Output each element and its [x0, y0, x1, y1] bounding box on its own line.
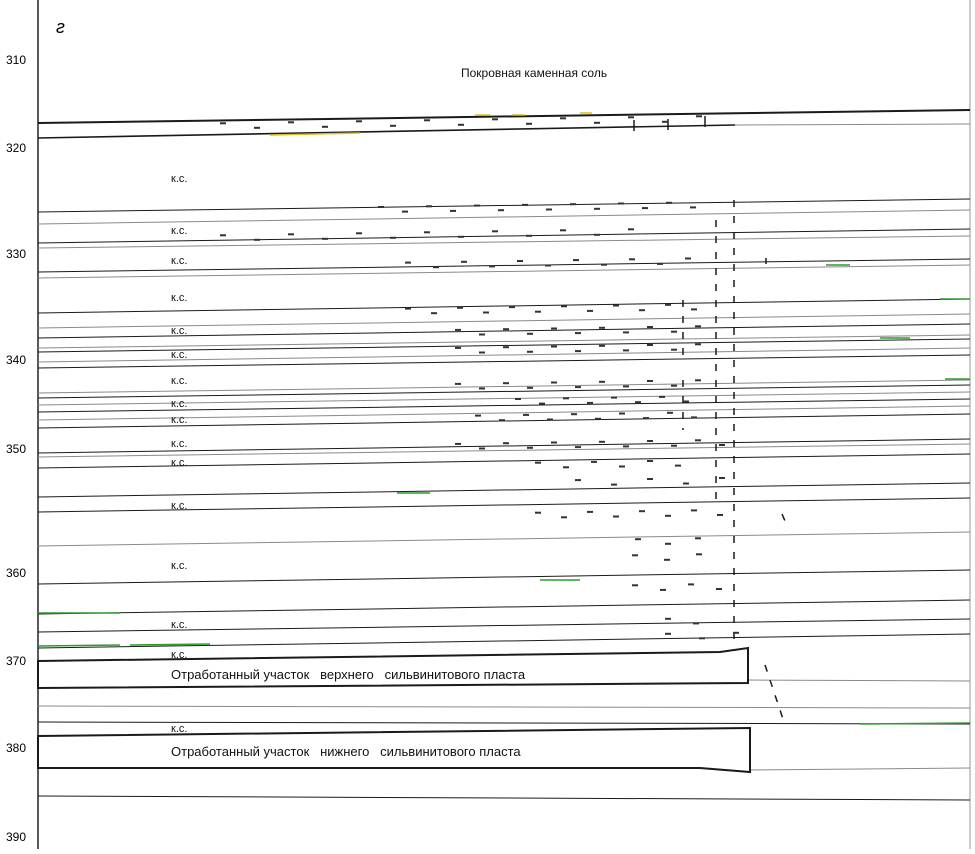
bedding-dash	[671, 445, 677, 447]
layer-boundary	[38, 634, 970, 648]
depth-tick-label: 380	[6, 741, 27, 755]
bedding-dash	[527, 351, 533, 353]
bedding-dash	[629, 258, 635, 260]
fracture-line	[765, 665, 785, 725]
bedding-dash	[551, 442, 557, 444]
layer-boundary	[38, 236, 970, 248]
bedding-dash	[618, 203, 624, 205]
bedding-dash	[719, 477, 725, 479]
bedding-dash	[643, 417, 649, 419]
bedding-dash	[587, 511, 593, 513]
depth-tick-label: 370	[6, 654, 27, 668]
rock-salt-label: к.с.	[171, 255, 188, 267]
bedding-dash	[699, 637, 705, 639]
bedding-dash	[551, 328, 557, 330]
bedding-dash	[683, 401, 689, 403]
rock-salt-label: к.с.	[171, 349, 188, 361]
bedding-dash	[717, 514, 723, 516]
bedding-dash	[599, 381, 605, 383]
green-accent	[38, 645, 120, 646]
bedding-dash	[587, 402, 593, 404]
bedding-dash	[716, 588, 722, 590]
bedding-dash	[546, 209, 552, 211]
bedding-dash	[599, 345, 605, 347]
bedding-dash	[458, 236, 464, 238]
rock-salt-label: к.с.	[171, 414, 188, 426]
depth-tick-label: 360	[6, 566, 27, 580]
bedding-dash	[509, 306, 515, 308]
cover-salt-label: Покровная каменная соль	[461, 66, 608, 80]
bedding-dash	[599, 327, 605, 329]
bedding-dash	[479, 352, 485, 354]
bedding-dash	[461, 261, 467, 263]
depth-tick-labels	[6, 53, 26, 844]
bedding-dash	[503, 442, 509, 444]
bedding-dash	[665, 618, 671, 620]
bedding-dash	[390, 125, 396, 127]
bedding-dash	[619, 466, 625, 468]
bedding-dash	[647, 440, 653, 442]
bedding-dash	[594, 122, 600, 124]
bedding-dash	[322, 238, 328, 240]
bedding-dash	[220, 122, 226, 124]
bedding-dash	[539, 403, 545, 405]
bedding-dash	[695, 379, 701, 381]
rock-salt-label: к.с.	[171, 457, 188, 469]
bedding-dash	[455, 347, 461, 349]
bedding-dash	[492, 118, 498, 120]
bedding-dash-marks	[220, 115, 739, 639]
depth-tick-label: 320	[6, 141, 27, 155]
bedding-dash	[489, 265, 495, 267]
bedding-dash	[601, 264, 607, 266]
bedding-dash	[503, 382, 509, 384]
bedding-dash	[628, 228, 634, 230]
bedding-dash	[356, 120, 362, 122]
bedding-dash	[671, 385, 677, 387]
depth-tick-label: 390	[6, 830, 27, 844]
rock-salt-label: к.с.	[171, 438, 188, 450]
bedding-dash	[691, 416, 697, 418]
layer-boundary	[38, 600, 970, 614]
layer-boundary	[38, 532, 970, 546]
rock-salt-label: к.с.	[171, 292, 188, 304]
bedding-dash	[479, 448, 485, 450]
bedding-dash	[695, 325, 701, 327]
depth-tick-label: 340	[6, 353, 27, 367]
bedding-dash	[551, 382, 557, 384]
depth-tick-label: 330	[6, 247, 27, 261]
marker-ticks	[634, 116, 766, 264]
bedding-dash	[719, 444, 725, 446]
bedding-dash	[479, 334, 485, 336]
layer-boundaries	[38, 110, 970, 800]
bedding-dash	[575, 332, 581, 334]
bedding-dash	[696, 115, 702, 117]
fracture-line	[782, 514, 788, 528]
bedding-dash	[492, 230, 498, 232]
bedding-dash	[522, 204, 528, 206]
bedding-dash	[455, 383, 461, 385]
bedding-dash	[527, 447, 533, 449]
bedding-dash	[695, 439, 701, 441]
bedding-dash	[405, 308, 411, 310]
bedding-dash	[691, 308, 697, 310]
rock-salt-label: к.с.	[171, 560, 188, 572]
bedding-dash	[667, 412, 673, 414]
depth-tick-label: 310	[6, 53, 27, 67]
bedding-dash	[526, 123, 532, 125]
bedding-dash	[632, 554, 638, 556]
bedding-dash	[659, 396, 665, 398]
bedding-dash	[483, 312, 489, 314]
bedding-dash	[378, 206, 384, 208]
bedding-dash	[657, 263, 663, 265]
bedding-dash	[433, 266, 439, 268]
bedding-dash	[475, 415, 481, 417]
rock-salt-label: к.с.	[171, 723, 188, 735]
bedding-dash	[696, 553, 702, 555]
bedding-dash	[623, 445, 629, 447]
bedding-dash	[619, 413, 625, 415]
layer-boundary	[38, 110, 970, 123]
bedding-dash	[683, 483, 689, 485]
bedding-dash	[647, 380, 653, 382]
bedding-dash	[322, 126, 328, 128]
layer-boundary	[750, 768, 970, 770]
bedding-dash	[599, 441, 605, 443]
bedding-dash	[664, 559, 670, 561]
bedding-dash	[623, 385, 629, 387]
green-accent	[860, 723, 970, 724]
bedding-dash	[647, 326, 653, 328]
bedding-dash	[611, 484, 617, 486]
bedding-dash	[666, 202, 672, 204]
bedding-dash	[479, 388, 485, 390]
lower-mined-label: Отработанный участок нижнего сильвинитового пласта	[171, 744, 521, 759]
bedding-dash	[254, 239, 260, 241]
bedding-dash	[499, 419, 505, 421]
bedding-dash	[662, 121, 668, 123]
bedding-dash	[424, 119, 430, 121]
bedding-dash	[545, 265, 551, 267]
bedding-dash	[561, 305, 567, 307]
bedding-dash	[561, 516, 567, 518]
bedding-dash	[690, 206, 696, 208]
bedding-dash	[665, 543, 671, 545]
rock-salt-label: к.с.	[171, 173, 188, 185]
bedding-dash	[570, 203, 576, 205]
bedding-dash	[503, 346, 509, 348]
bedding-dash	[575, 386, 581, 388]
bedding-dash	[527, 387, 533, 389]
bedding-dash	[695, 343, 701, 345]
bedding-dash	[647, 344, 653, 346]
rock-salt-label: к.с.	[171, 325, 188, 337]
bedding-dash	[575, 446, 581, 448]
bedding-dash	[563, 397, 569, 399]
rock-salt-label: к.с.	[171, 375, 188, 387]
layer-boundary	[38, 796, 970, 800]
bedding-dash	[220, 234, 226, 236]
fracture-lines	[683, 200, 788, 725]
bedding-dash	[591, 461, 597, 463]
bedding-dash	[547, 419, 553, 421]
bedding-dash	[675, 465, 681, 467]
bedding-dash	[424, 231, 430, 233]
bedding-dash	[594, 234, 600, 236]
green-accent	[130, 644, 210, 645]
rock-salt-label: к.с.	[171, 225, 188, 237]
bedding-dash	[635, 538, 641, 540]
bedding-dash	[573, 259, 579, 261]
bedding-dash	[288, 233, 294, 235]
bedding-dash	[639, 309, 645, 311]
bedding-dash	[571, 413, 577, 415]
bedding-dash	[647, 460, 653, 462]
bedding-dash	[535, 311, 541, 313]
layer-boundary	[735, 124, 970, 125]
bedding-dash	[402, 211, 408, 213]
bedding-dash	[431, 312, 437, 314]
panel-letter: г	[56, 17, 65, 37]
layer-boundary	[38, 483, 970, 497]
layer-boundary	[38, 570, 970, 584]
bedding-dash	[523, 414, 529, 416]
bedding-dash	[595, 418, 601, 420]
bedding-dash	[526, 235, 532, 237]
bedding-dash	[665, 515, 671, 517]
bedding-dash	[560, 229, 566, 231]
depth-tick-label: 350	[6, 442, 27, 456]
bedding-dash	[405, 262, 411, 264]
rock-salt-label: к.с.	[171, 398, 188, 410]
bedding-dash	[498, 209, 504, 211]
bedding-dash	[671, 331, 677, 333]
bedding-dash	[455, 443, 461, 445]
bedding-dash	[474, 205, 480, 207]
rock-salt-label: к.с.	[171, 500, 188, 512]
bedding-dash	[356, 232, 362, 234]
bedding-dash	[390, 237, 396, 239]
bedding-dash	[691, 509, 697, 511]
bedding-dash	[254, 127, 260, 129]
bedding-dash	[688, 583, 694, 585]
bedding-dash	[695, 537, 701, 539]
bedding-dash	[551, 346, 557, 348]
bedding-dash	[660, 589, 666, 591]
bedding-dash	[693, 622, 699, 624]
bedding-dash	[563, 466, 569, 468]
bedding-dash	[635, 401, 641, 403]
bedding-dash	[685, 258, 691, 260]
bedding-dash	[647, 478, 653, 480]
bedding-dash	[515, 398, 521, 400]
rock-salt-label: к.с.	[171, 619, 188, 631]
bedding-dash	[594, 208, 600, 210]
rock-salt-label: к.с.	[171, 649, 188, 661]
bedding-dash	[623, 331, 629, 333]
bedding-dash	[517, 260, 523, 262]
bedding-dash	[628, 116, 634, 118]
bedding-dash	[733, 632, 739, 634]
bedding-dash	[450, 210, 456, 212]
bedding-dash	[455, 329, 461, 331]
bedding-dash	[458, 124, 464, 126]
layer-boundary	[38, 125, 735, 138]
bedding-dash	[665, 304, 671, 306]
layer-boundary	[38, 706, 970, 708]
bedding-dash	[671, 349, 677, 351]
bedding-dash	[575, 350, 581, 352]
bedding-dash	[426, 205, 432, 207]
bedding-dash	[623, 349, 629, 351]
bedding-dash	[642, 207, 648, 209]
bedding-dash	[665, 633, 671, 635]
bedding-dash	[560, 117, 566, 119]
bedding-dash	[503, 328, 509, 330]
bedding-dash	[613, 516, 619, 518]
bedding-dash	[527, 333, 533, 335]
layer-boundary	[38, 210, 970, 224]
bedding-dash	[535, 512, 541, 514]
bedding-dash	[288, 121, 294, 123]
bedding-dash	[613, 305, 619, 307]
bedding-dash	[639, 510, 645, 512]
bedding-dash	[632, 584, 638, 586]
bedding-dash	[535, 462, 541, 464]
bedding-dash	[457, 307, 463, 309]
upper-mined-label: Отработанный участок верхнего сильвинитового пласта	[171, 667, 526, 682]
layer-boundary	[748, 680, 970, 681]
bedding-dash	[587, 310, 593, 312]
bedding-dash	[611, 397, 617, 399]
bedding-dash	[575, 479, 581, 481]
